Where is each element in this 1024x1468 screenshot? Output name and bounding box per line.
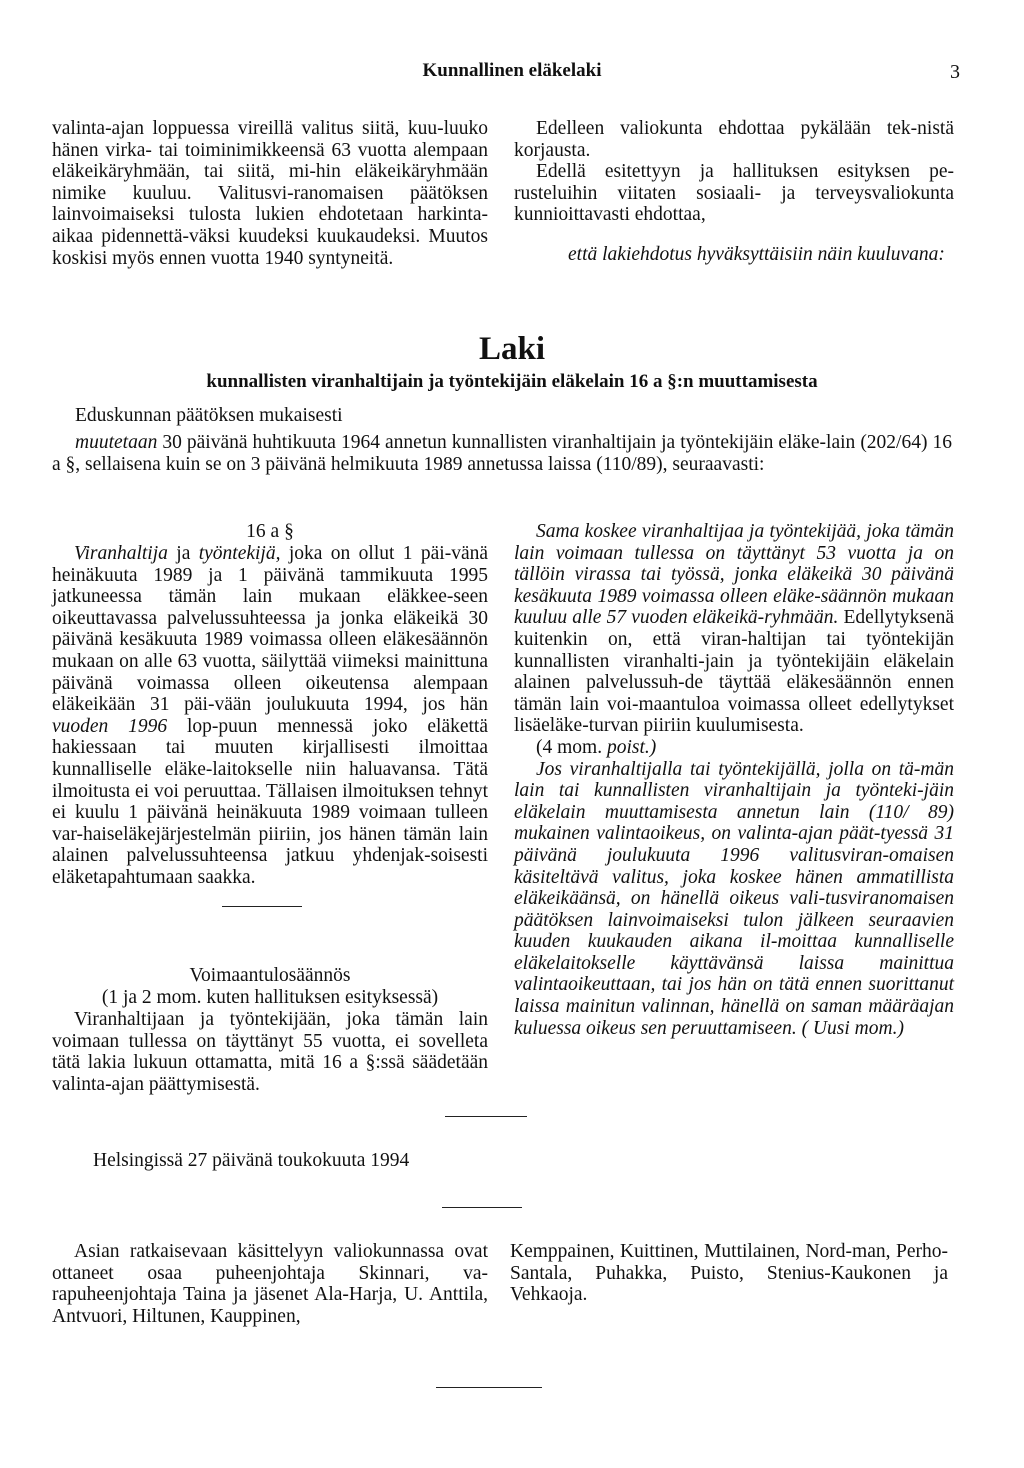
law-intro-verb: muutetaan [75,432,158,453]
page-number: 3 [950,61,960,83]
proposal-clause: että lakiehdotus hyväksyttäisiin näin kuuluvana: [568,243,945,265]
term-tyontekija: työntekijä, [198,543,281,564]
law-subtitle: kunnallisten viranhaltijain ja työntekijäin eläkelain 16 a §:n muuttamisesta [206,371,818,392]
section-heading: 16 a § [246,521,294,542]
text-fragment: ja [167,543,199,564]
proposal-paragraph: Edellä esitettyyn ja hallituksen esityksen pe-rusteluihin viitaten sosiaali- ja terveysvaliokunta kunnioittavasti ehdottaa, [514,161,954,226]
section-16a-paragraph [52,543,488,889]
amended-year: vuoden 1996 [52,715,168,737]
law-title: Laki [478,331,546,367]
transition-paragraph [52,1009,488,1095]
top-left-column [52,118,488,269]
text-fragment: lop-puun mennessä joko eläkettä hakiessaan tai muuten kirjallisesti ilmoittaa kunnalliselle eläke-laitokselle niin haluavansa. Tätä ilmoitusta ei voi peruuttaa. Tällaisen ilmoituksen tehnyt ei kuulu 1 päivänä heinäkuuta 1989 voimaan tulleen var-haiseläkejärjestelmän piiriin, jos hänen tämän lain alainen palvelussuhteensa jatkuu yhdenjak-soisesti eläketapahtumaan saakka. [52,715,489,888]
law-right-column [514,521,954,1039]
footer-divider [436,1387,542,1388]
law-intro [52,432,952,475]
place-date: Helsingissä 27 päivänä toukokuuta 1994 [93,1150,410,1171]
removed-note-text: (4 mom. [536,736,607,758]
enactment-clause: Eduskunnan päätöksen mukaisesti [75,405,343,426]
signature-divider [442,1207,522,1208]
continuation-paragraph: valinta-ajan loppuessa vireillä valitus siitä, kuu-luuko hänen virka- tai toiminimikkeensä 63 vuotta alempaan eläkeikäryhmään, tai siitä, mi-hin eläkeikäryhmään nimike kuuluu. Valitusvi-ranomaisen päätöksen lainvoimaiseksi tulosta lukien ehdotetaan harkinta-aikaa pidennettä-väksi kuudeksi kuukaudeksi. Muutos koskisi myös ennen vuotta 1940 syntyneitä. [52,118,488,269]
transition-text: Viranhaltijaan ja työntekijään, joka tämän lain voimaan tullessa on täyttänyt 55 vuotta, ei sovelleta tätä lakia lukuun ottamatta, mitä 16 a §:ssä säädetään valinta-ajan päättymisestä. [52,1009,488,1095]
participants-left-text: Asian ratkaisevaan käsittelyyn valiokunnassa ovat ottaneet osaa puheenjohtaja Skinnari, va-rapuheenjohtaja Taina ja jäsenet Ala-Harja, U. Anttila, Antvuori, Hiltunen, Kauppinen, [52,1241,488,1327]
participants-right: Kemppainen, Kuittinen, Muttilainen, Nord-man, Perho-Santala, Puhakka, Puisto, Stenius-Kaukonen ja Vehkaoja. [510,1241,948,1306]
participants-left [52,1241,488,1327]
amended-text: Sama koskee viranhaltijaa ja työntekijää, joka tämän lain voimaan tullessa on täyttänyt 53 vuotta ja on tällöin virassa tai työssä, jonka eläkeikä 30 päivänä kesäkuuta 1989 voimassa olleen eläke-säännön mukaan kuuluu alle 57 vuoden eläkeikä-ryhmään. [514,521,954,629]
running-header: Kunnallinen eläkelaki [422,60,602,81]
removed-note-mark: poist.) [606,736,657,758]
section-divider [222,906,302,907]
top-right-column [514,118,954,266]
text-fragment: joka on ollut 1 päi-vänä heinäkuuta 1989 ja 1 päivänä tammikuuta 1995 jatkuneessa tämän lain mukaan eläkkee-seen oikeuttavassa palvelussuhteessa ja jonka eläkeikä 30 päivänä kesäkuuta 1989 voimassa olleen eläkesäännön mukaan on alle 63 vuotta, säilyttää viimeksi mainittuna päivänä voimassa olleen oikeutensa alempaan eläkeikään 31 päi-vään joulukuuta 1994, jos hän [52,543,489,716]
transition-note: (1 ja 2 mom. kuten hallituksen esityksessä) [101,987,439,1008]
transition-heading: Voimaantulosäännös [189,965,351,986]
text-fragment: Edellytyksenä kuitenkin on, että viran-haltijan tai työntekijän kunnallisten viranhalti-jain ja työntekijäin eläkelain alainen palvelussuh-de täyttää eläkesäännön ennen tämän lain voi-maantuloa voimassa olleet edellytykset lisäeläke-turvan piiriin kuulumisesta. [514,607,954,737]
new-moment-paragraph: Jos viranhaltijalla tai työntekijällä, jolla on tä-män lain tai kunnallisten viranhaltijain ja työnteki-jäin eläkelain muuttamisesta annetun lain (110/ 89) mukainen valintaoikeus, on valinta-ajan päät-tyessä 31 päivänä joulukuuta 1996 valitusviran-omaisen käsiteltävä valitus, joka koskee hänen ammatillista eläkeikäänsä, on hänellä oikeus vali-tusviranomaisen päätöksen lainvoimaiseksi tulon jälkeen seuraavien kuuden kuukauden aikana il-moittaa kunnalliselle eläkelaitokselle käyttävänsä laissa mainittua valintaoikeuttaan, tai jos hän on tätä ennen suorittanut laissa mainitun valinnan, hänellä on saman määräajan kuluessa oikeus sen peruuttamiseen. ( Uusi mom.) [514,758,954,1039]
correction-paragraph: Edelleen valiokunta ehdottaa pykälään tek-nistä korjausta. [514,118,954,161]
term-viranhaltija: Viranhaltija [74,543,168,564]
law-end-divider [445,1116,527,1117]
law-intro-text: 30 päivänä huhtikuuta 1964 annetun kunnallisten viranhaltijain ja työntekijäin eläke-lain (202/64) 16 a §, sellaisena kuin se on 3 päivänä helmikuuta 1989 annetussa laissa (110/89), seuraavasti: [52,432,952,475]
